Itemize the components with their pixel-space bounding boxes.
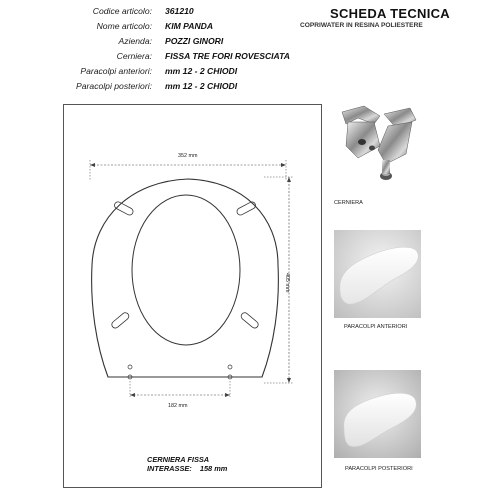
- spec-label: Paracolpi anteriori:: [80, 66, 152, 76]
- spec-value: mm 12 - 2 CHIODI: [165, 81, 238, 91]
- hinge-type-label: CERNIERA FISSA: [147, 455, 210, 464]
- height-dimension-label: 405 mm: [284, 273, 290, 293]
- front-bumper-photo: [334, 230, 421, 318]
- spec-value: FISSA TRE FORI ROVESCIATA: [165, 51, 290, 61]
- hinge-hole: [128, 365, 132, 369]
- hinge-dimension-label: 182 mm: [168, 403, 188, 409]
- page-subtitle: COPRIWATER IN RESINA POLIESTERE: [300, 22, 423, 29]
- interasse-row: [147, 464, 227, 473]
- front-bumper-caption: PARACOLPI ANTERIORI: [344, 324, 408, 330]
- slot: [240, 311, 260, 329]
- spec-label: Cerniera:: [116, 51, 152, 61]
- arrow-down-icon: [287, 378, 291, 383]
- seat-drawing: [64, 105, 323, 489]
- rear-bumper-caption: PARACOLPI POSTERIORI: [345, 466, 413, 472]
- slot: [236, 201, 257, 217]
- drawing-panel: [63, 104, 322, 488]
- rear-bumper-icon: [334, 370, 421, 458]
- hinge-photo: [334, 98, 421, 188]
- arrow-left-icon: [90, 163, 95, 167]
- rear-bumper-photo: [334, 370, 421, 458]
- arrow-up-icon: [287, 177, 291, 182]
- hinge-hole: [228, 365, 232, 369]
- spec-label: Codice articolo:: [92, 6, 152, 16]
- seat-opening: [132, 195, 240, 345]
- spec-label: Azienda:: [118, 36, 152, 46]
- spec-value: KIM PANDA: [165, 21, 214, 31]
- hinge-caption: CERNIERA: [334, 200, 363, 206]
- width-dimension-label: 352 mm: [178, 153, 198, 159]
- arrow-right-icon: [281, 163, 286, 167]
- front-bumper-icon: [334, 230, 421, 318]
- spec-label: Paracolpi posteriori:: [76, 81, 152, 91]
- interasse-label: INTERASSE:: [147, 464, 192, 473]
- slot: [113, 201, 134, 217]
- page-title: SCHEDA TECNICA: [330, 6, 451, 21]
- spec-value: 361210: [165, 6, 194, 16]
- spec-value: POZZI GINORI: [165, 36, 224, 46]
- spec-label: Nome articolo:: [96, 21, 152, 31]
- spec-value: mm 12 - 2 CHIODI: [165, 66, 238, 76]
- hinge-icon: [334, 98, 421, 188]
- seat-outline: [92, 179, 279, 377]
- slot: [110, 311, 130, 329]
- interasse-value: 158 mm: [199, 464, 228, 473]
